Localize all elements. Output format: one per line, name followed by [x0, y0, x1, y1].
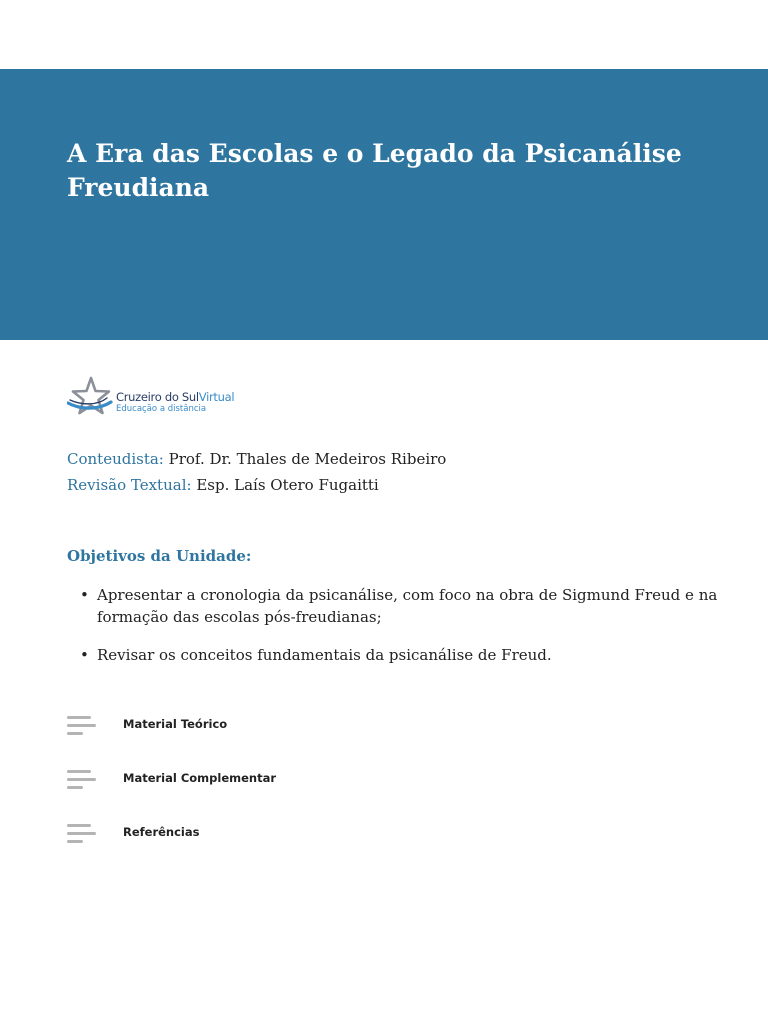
bullet-icon: •	[80, 586, 89, 604]
menu-lines-icon	[67, 769, 97, 793]
menu-lines-icon	[67, 715, 97, 739]
credit-author	[67, 449, 446, 469]
objective-text: Revisar os conceitos fundamentais da psicanálise de Freud.	[97, 646, 552, 664]
logo-name-accent: Virtual	[198, 390, 235, 404]
page-title: A Era das Escolas e o Legado da Psicanálise Freudiana	[67, 139, 682, 202]
menu-item-material-complementar[interactable]	[67, 769, 367, 797]
logo-name-main: Cruzeiro do Sul	[116, 390, 199, 404]
credit-review-label: Revisão Textual:	[67, 476, 192, 494]
cruzeiro-do-sul-logo	[67, 376, 247, 422]
menu-item-label: Material Teórico	[123, 717, 228, 731]
logo-tagline: Educação a distância	[116, 404, 207, 414]
menu-item-referencias[interactable]	[67, 823, 367, 851]
credit-author-value: Prof. Dr. Thales de Medeiros Ribeiro	[168, 450, 447, 468]
menu-item-label: Referências	[123, 825, 200, 839]
credit-review-value: Esp. Laís Otero Fugaitti	[196, 476, 379, 494]
objectives-heading: Objetivos da Unidade:	[67, 547, 252, 565]
objective-text: Apresentar a cronologia da psicanálise, com foco na obra de Sigmund Freud e na formação das escolas pós-freudianas;	[97, 586, 718, 626]
menu-lines-icon	[67, 823, 97, 847]
objectives-list	[78, 584, 718, 682]
menu-item-label: Material Complementar	[123, 771, 277, 785]
credit-author-label: Conteudista:	[67, 450, 164, 468]
logo-wordmark	[116, 390, 234, 404]
credit-review	[67, 475, 379, 495]
menu-item-material-teorico[interactable]	[67, 715, 367, 743]
star-swoosh-logo-icon	[67, 376, 113, 422]
list-item	[78, 584, 718, 628]
list-item	[78, 644, 718, 666]
bullet-icon: •	[80, 646, 89, 664]
